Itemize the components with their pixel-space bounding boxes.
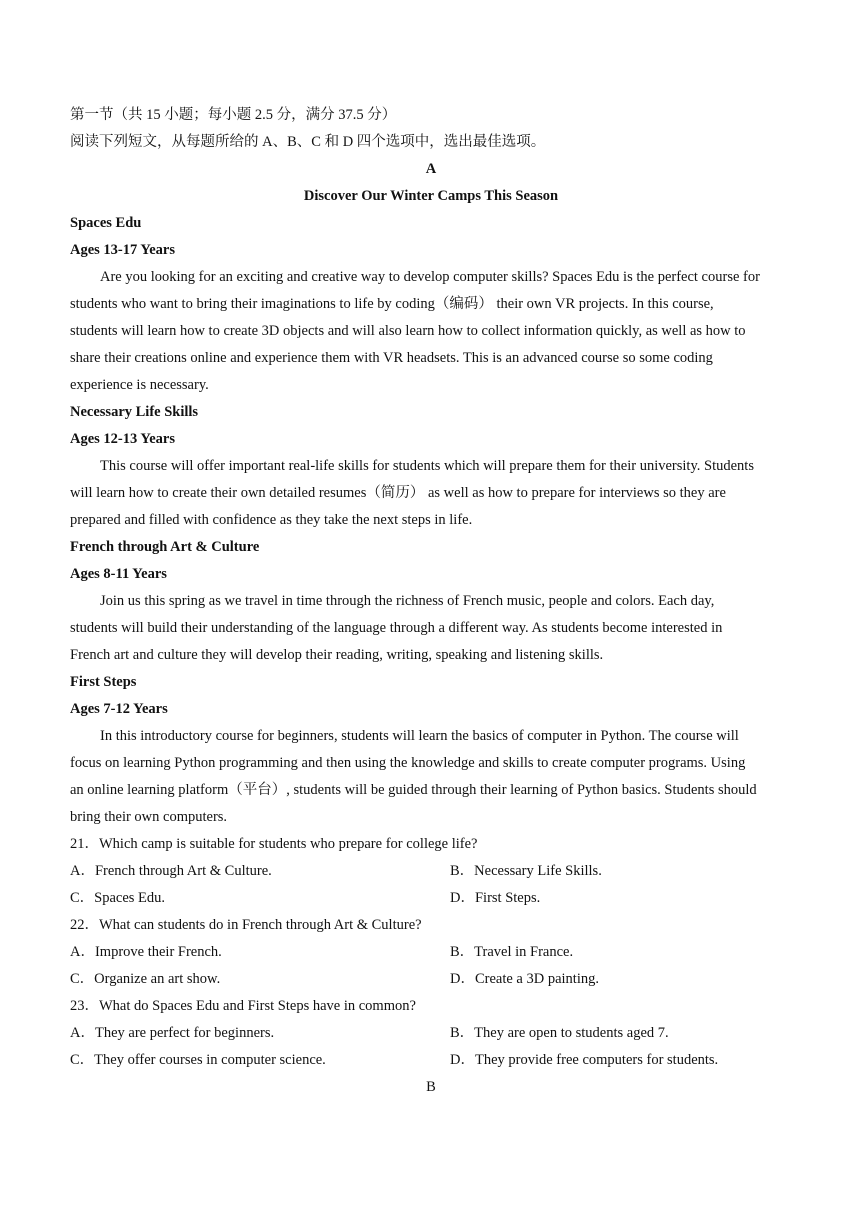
camp-description-line: In this introductory course for beginners, students will learn the basics of computer in Python. The course will — [100, 728, 739, 744]
option-c: C．Organize an art show. — [70, 971, 221, 987]
option-a: A．French through Art & Culture. — [70, 863, 272, 879]
camp-name: Necessary Life Skills — [70, 404, 199, 420]
document-page — [70, 102, 792, 1101]
question-stem: 21．Which camp is suitable for students who prepare for college life? — [70, 836, 478, 852]
option-b: B．Travel in France. — [450, 944, 574, 960]
camp-description-line: French art and culture they will develop their reading, writing, speaking and listening skills. — [70, 647, 604, 663]
instruction-text: 阅读下列短文，从每题所给的 A、B、C 和 D 四个选项中，选出最佳选项。 — [70, 134, 546, 150]
camp-ages: Ages 12-13 Years — [70, 431, 175, 447]
option-b: B．They are open to students aged 7. — [450, 1025, 669, 1041]
section-heading: 第一节（共 15 小题；每小题 2.5 分，满分 37.5 分） — [70, 107, 397, 123]
question-stem: 22．What can students do in French through Art & Culture? — [70, 917, 422, 933]
camp-ages: Ages 13-17 Years — [70, 242, 175, 258]
camp-description-line: share their creations online and experience them with VR headsets. This is an advanced course so some coding — [70, 350, 713, 366]
camp-description-line: focus on learning Python programming and then using the knowledge and skills to create computer programs. Using — [70, 755, 746, 771]
camp-description-line: students who want to bring their imaginations to life by coding（编码） their own VR projects. In this course, — [70, 296, 714, 312]
option-b: B．Necessary Life Skills. — [450, 863, 602, 879]
option-c: C．They offer courses in computer science. — [70, 1052, 326, 1068]
passage-title: Discover Our Winter Camps This Season — [303, 188, 559, 204]
camp-description-line: experience is necessary. — [70, 377, 209, 393]
camp-description-line: Are you looking for an exciting and creative way to develop computer skills? Spaces Edu is the perfect course for — [100, 269, 760, 285]
option-d: D．Create a 3D painting. — [450, 971, 599, 987]
camp-description-line: bring their own computers. — [70, 809, 228, 825]
camp-name: First Steps — [70, 674, 137, 690]
camp-description-line: students will build their understanding of the language through a different way. As students become interested in — [70, 620, 723, 636]
option-row — [70, 1020, 792, 1047]
option-c: C．Spaces Edu. — [70, 890, 166, 906]
passage-label: A — [425, 161, 437, 177]
camp-description-line: prepared and filled with confidence as they take the next steps in life. — [70, 512, 473, 528]
option-a: A．Improve their French. — [70, 944, 222, 960]
camp-ages: Ages 7-12 Years — [70, 701, 168, 717]
camp-description-line: students will learn how to create 3D objects and will also learn how to collect information quickly, as well as how to — [70, 323, 746, 339]
option-row — [70, 885, 792, 912]
option-d: D．They provide free computers for students. — [450, 1052, 719, 1068]
next-passage-label: B — [426, 1079, 436, 1095]
question-stem: 23．What do Spaces Edu and First Steps have in common? — [70, 998, 416, 1014]
camp-description-line: Join us this spring as we travel in time through the richness of French music, people and colors. Each day, — [100, 593, 715, 609]
option-row — [70, 1047, 792, 1074]
camp-description-line: This course will offer important real-life skills for students which will prepare them for their university. Students — [100, 458, 754, 474]
camp-ages: Ages 8-11 Years — [70, 566, 167, 582]
option-row — [70, 858, 792, 885]
camp-description-line: will learn how to create their own detailed resumes（简历） as well as how to prepare for interviews so they are — [70, 485, 726, 501]
camp-name: Spaces Edu — [70, 215, 142, 231]
camp-description-line: an online learning platform（平台）, students will be guided through their learning of Python basics. Students should — [70, 782, 757, 798]
option-row — [70, 966, 792, 993]
camp-name: French through Art & Culture — [70, 539, 260, 555]
option-d: D．First Steps. — [450, 890, 541, 906]
option-row — [70, 939, 792, 966]
option-a: A．They are perfect for beginners. — [70, 1025, 275, 1041]
